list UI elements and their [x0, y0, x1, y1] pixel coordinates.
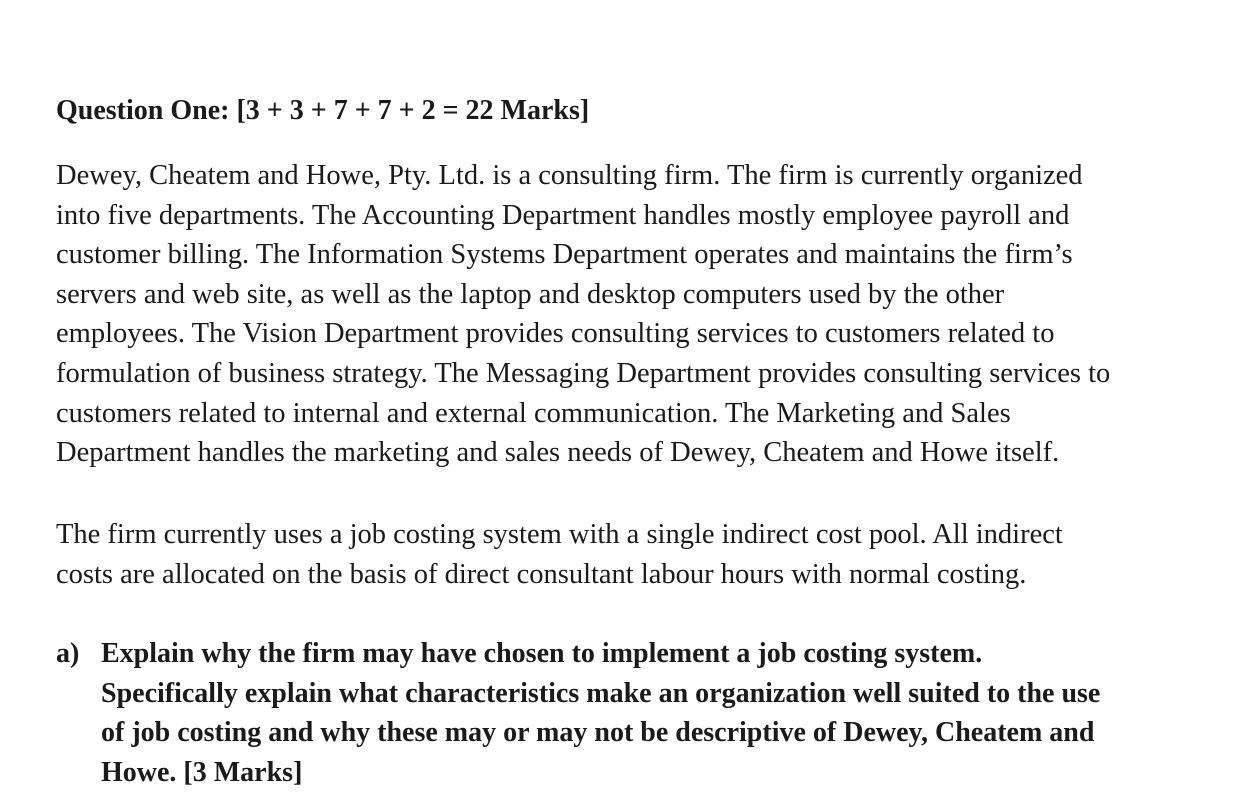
costing-paragraph — [56, 515, 1196, 594]
paragraph-line: costs are allocated on the basis of direct consultant labour hours with normal costing. — [56, 558, 1027, 590]
paragraph-line: formulation of business strategy. The Messaging Department provides consulting services to — [56, 357, 1111, 389]
case-paragraph — [56, 156, 1196, 473]
sub-question-line: Specifically explain what characteristics make an organization well suited to the use — [101, 677, 1101, 709]
question-title: Question One: [3 + 3 + 7 + 7 + 2 = 22 Marks] — [56, 95, 590, 126]
paragraph-line: customer billing. The Information Systems Department operates and maintains the firm’s — [56, 239, 1073, 271]
paragraph-line: servers and web site, as well as the laptop and desktop computers used by the other — [56, 278, 1005, 310]
sub-question-line: Howe. [3 Marks] — [101, 756, 303, 788]
paragraph-line: The firm currently uses a job costing system with a single indirect cost pool. All indirect — [56, 519, 1063, 550]
paragraph-line: customers related to internal and external communication. The Marketing and Sales — [56, 397, 1011, 429]
sub-question-text — [101, 634, 1211, 792]
sub-question-line: Explain why the firm may have chosen to implement a job costing system. — [101, 638, 983, 669]
paragraph-line: employees. The Vision Department provides consulting services to customers related to — [56, 318, 1055, 350]
sub-question-letter: a) — [56, 638, 80, 669]
paragraph-line: into five departments. The Accounting Department handles mostly employee payroll and — [56, 199, 1070, 231]
paragraph-line: Dewey, Cheatem and Howe, Pty. Ltd. is a consulting firm. The firm is currently organized — [56, 160, 1083, 191]
paragraph-line: Department handles the marketing and sales needs of Dewey, Cheatem and Howe itself. — [56, 437, 1060, 469]
sub-question-line: of job costing and why these may or may not be descriptive of Dewey, Cheatem and — [101, 717, 1095, 749]
